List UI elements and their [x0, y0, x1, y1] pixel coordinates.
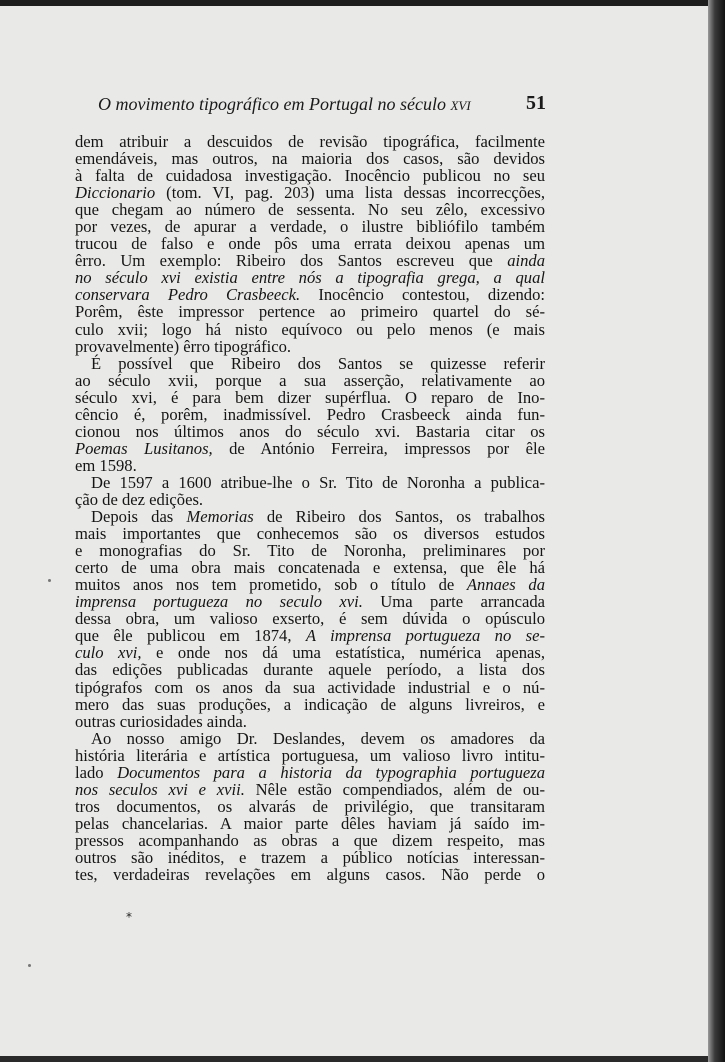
text-line [75, 679, 545, 696]
text-line [75, 593, 545, 610]
text-line [75, 747, 545, 764]
text-run: Nêle estão compendiados, além de ou- [244, 779, 545, 799]
book-page [0, 6, 708, 1056]
text-run: de Ribeiro dos Santos, os trabalhos [253, 507, 545, 527]
text-line [75, 338, 545, 355]
text-run: história literária e artística portuguesa, um valioso livro intitu- [75, 745, 545, 765]
running-title-century: xvi [450, 94, 471, 114]
text-run: Ao nosso amigo Dr. Deslandes, devem os amadores da [91, 728, 545, 748]
text-run-italic: no século xvi existia entre nós a tipografia grega, a qual [75, 268, 545, 288]
text-run: pressos acompanhando as obras a que dizem respeito, mas [75, 830, 545, 850]
text-run-italic: Diccionario [75, 183, 156, 203]
text-run: dem atribuir a descuidos de revisão tipográfica, facilmente [75, 132, 545, 151]
text-line [75, 218, 545, 235]
text-line [75, 713, 545, 730]
running-head [98, 94, 546, 120]
text-run-italic: Documentos para a historia da typographia portugueza [117, 762, 546, 782]
text-run: Depois das [91, 507, 187, 527]
text-line [75, 150, 545, 167]
page-number: 51 [526, 92, 546, 114]
text-run: das edições publicadas durante aquele período, a lista dos [75, 660, 545, 680]
text-run: dessa obra, um valioso exserto, é sem dúvida o opúsculo [75, 609, 545, 629]
text-run: cêncio é, porêm, inadmissível. Pedro Crasbeeck ainda fun- [75, 404, 545, 424]
text-run: tipógrafos com os anos da sua actividade industrial e o nú- [75, 677, 545, 697]
text-line [75, 525, 545, 542]
text-run-italic: Memorias [186, 507, 254, 527]
text-run: e monografias do Sr. Tito de Noronha, preliminares por [75, 541, 545, 561]
text-run: ao século xvii, porque a sua asserção, relativamente ao [75, 370, 545, 390]
text-run: De 1597 a 1600 atribue-lhe o Sr. Tito de Noronha a publica- [91, 472, 545, 492]
text-line [75, 730, 545, 747]
text-line [75, 781, 545, 798]
text-line [75, 133, 545, 150]
text-line [75, 559, 545, 576]
text-line [75, 474, 545, 491]
text-line [75, 832, 545, 849]
text-line [75, 798, 545, 815]
text-run: outros são inéditos, e trazem a público notícias interessan- [75, 847, 545, 867]
text-line [75, 627, 545, 644]
text-line [75, 269, 545, 286]
text-line [75, 423, 545, 440]
signature-mark: * [126, 910, 132, 924]
text-run-italic: culo xvi, [75, 643, 142, 663]
text-run: que chegam ao número de sessenta. No seu zêlo, excessivo [75, 200, 545, 220]
running-title [98, 94, 471, 115]
text-line [75, 184, 545, 201]
text-line [75, 542, 545, 559]
text-line [75, 406, 545, 423]
text-run-italic: imprensa portugueza no seculo xvi. [75, 592, 363, 612]
text-run: Porêm, êste impressor pertence ao primeiro quartel do sé- [75, 302, 545, 322]
text-line [75, 866, 545, 883]
text-line [75, 508, 545, 525]
text-run: por vezes, de apurar a verdade, o ilustre bibliófilo também [75, 217, 545, 237]
text-run: É possível que Ribeiro dos Santos se quizesse referir [91, 353, 545, 373]
text-run: ção de dez edições. [75, 489, 204, 509]
text-run: Uma parte arrancada [362, 592, 545, 612]
paper-speck [48, 579, 51, 582]
text-line [75, 303, 545, 320]
text-run: que êle publicou em 1874, [75, 626, 306, 646]
text-run-italic: conservara Pedro Crasbeeck. [75, 285, 301, 305]
text-line [75, 491, 545, 508]
text-line [75, 644, 545, 661]
text-run: certo de uma obra mais concatenada e extensa, que êle há [75, 558, 545, 578]
page-binding-edge [708, 0, 725, 1062]
text-run: Inocêncio contestou, dizendo: [300, 285, 546, 305]
text-run: cionou nos últimos anos do século xvi. Bastaria citar os [75, 421, 545, 441]
text-run: mais importantes que conhecemos são os diversos estudos [75, 524, 545, 544]
text-run-italic: Poemas Lusitanos, [75, 438, 213, 458]
text-run: êrro. Um exemplo: Ribeiro dos Santos escreveu que [75, 251, 508, 271]
text-run-italic: Annaes da [466, 575, 546, 595]
paper-speck [28, 964, 31, 967]
text-line [75, 764, 545, 781]
text-run-italic: A imprensa portugueza no se- [305, 626, 545, 646]
text-run: trucou de falso e onde pôs uma errata deixou apenas um [75, 234, 545, 254]
text-run: em 1598. [75, 455, 137, 475]
text-line [75, 457, 545, 474]
text-run: e onde nos dá uma estatística, numérica apenas, [141, 643, 545, 663]
text-run: provavelmente) êrro tipográfico. [75, 336, 292, 356]
text-line [75, 321, 545, 338]
text-run: tros documentos, os alvarás de privilégio, que transitaram [75, 796, 545, 816]
text-run: muitos anos nos tem prometido, sob o título de [75, 575, 467, 595]
text-run: à falta de cuidadosa investigação. Inocêncio publicou no seu [75, 166, 545, 186]
text-line [75, 201, 545, 218]
text-run: de António Ferreira, impressos por êle [212, 438, 545, 458]
text-run: culo xvii; logo há nisto equívoco ou pelo menos (e mais [75, 319, 545, 339]
text-run: lado [75, 762, 118, 782]
text-line [75, 252, 545, 269]
text-run: outras curiosidades ainda. [75, 711, 247, 731]
text-line [75, 815, 545, 832]
text-run: (tom. VI, pag. 203) uma lista dessas incorrecções, [155, 183, 545, 203]
text-run-italic: ainda [507, 251, 545, 271]
text-line [75, 372, 545, 389]
body-text [75, 133, 545, 883]
text-line [75, 440, 545, 457]
text-line [75, 286, 545, 303]
text-run: pelas chancelarias. A maior parte dêles haviam já saído im- [75, 813, 545, 833]
text-line [75, 235, 545, 252]
text-run: mero das suas produções, a indicação de alguns livreiros, e [75, 694, 545, 714]
text-line [75, 167, 545, 184]
text-line [75, 661, 545, 678]
text-line [75, 610, 545, 627]
text-run-italic: nos seculos xvi e xvii. [75, 779, 245, 799]
text-line [75, 576, 545, 593]
running-title-text: O movimento tipográfico em Portugal no século [98, 94, 451, 114]
text-line [75, 389, 545, 406]
text-run: tes, verdadeiras revelações em alguns casos. Não perde o [75, 865, 545, 885]
text-line [75, 355, 545, 372]
text-run: emendáveis, mas outros, na maioria dos casos, são devidos [75, 149, 545, 169]
text-line [75, 696, 545, 713]
text-line [75, 849, 545, 866]
text-run: século xvi, é para bem dizer supérflua. O reparo de Ino- [75, 387, 545, 407]
